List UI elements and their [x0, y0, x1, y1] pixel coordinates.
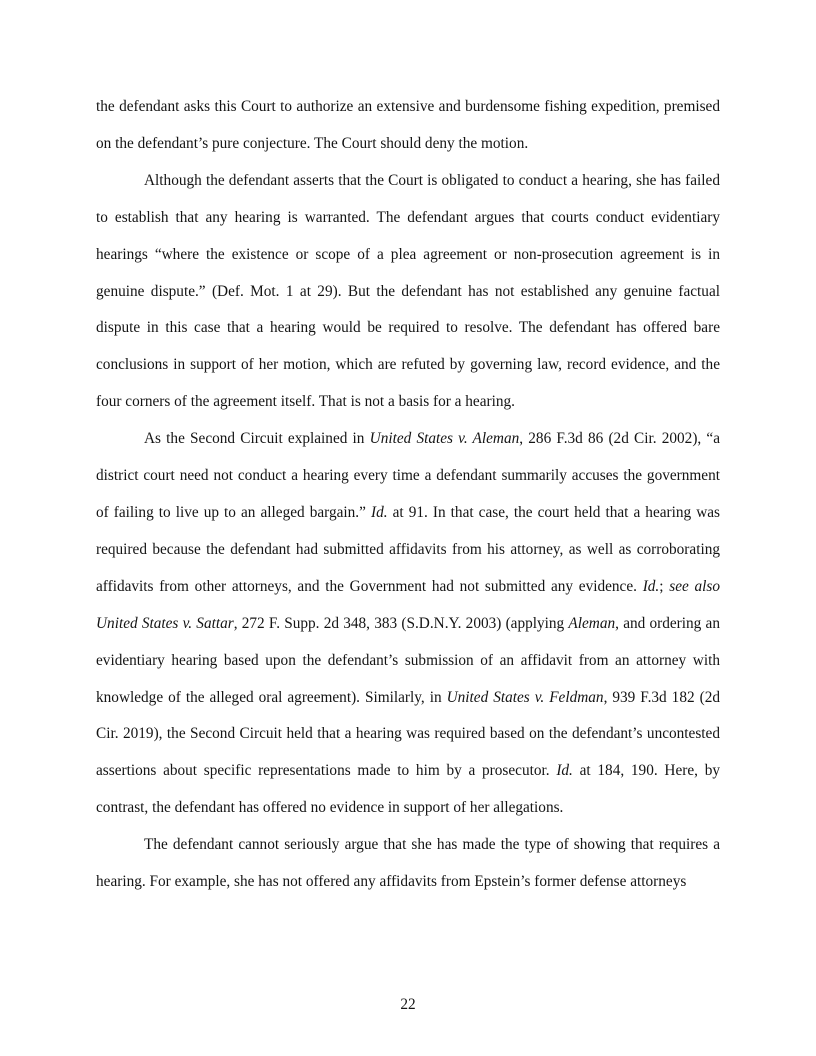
italic-citation: see also United States v. Sattar: [96, 577, 721, 632]
text-run: at 91. In that case, the court held that a hearing was required because the defendant had submitted affidavits from his attorney, as well as corroborating affidavits from other attorneys, and the Government had not submitted any evidence.: [96, 503, 721, 595]
italic-citation: Id.: [642, 577, 660, 595]
text-run: The defendant cannot seriously argue that she has made the type of showing that requires a hearing. For example, she has not offered any affidavits from Epstein’s former defense attorneys: [96, 836, 720, 891]
italic-citation: Id.: [370, 503, 388, 521]
text-run: , and ordering an evidentiary hearing based upon the defendant’s submission of an affidavit from an attorney with knowledge of the alleged oral agreement). Similarly, in: [96, 614, 720, 706]
paragraph: [96, 421, 720, 827]
paragraph: [96, 89, 720, 163]
text-run: , 272 F. Supp. 2d 348, 383 (S.D.N.Y. 2003) (applying: [233, 614, 569, 632]
italic-citation: United States v. Aleman: [369, 430, 520, 448]
paragraph: [96, 827, 720, 901]
text-run: ;: [659, 577, 670, 595]
text-run: the defendant asks this Court to authorize an extensive and burdensome fishing expedition, premised on the defendant’s pure conjecture. The Court should deny the motion.: [96, 98, 720, 152]
paragraph: [96, 163, 720, 421]
text-run: at 184, 190. Here, by contrast, the defendant has offered no evidence in support of her allegations.: [96, 762, 720, 817]
page-number: 22: [400, 996, 416, 1013]
italic-citation: Id.: [556, 762, 573, 780]
italic-citation: United States v. Feldman: [446, 688, 604, 706]
italic-citation: Aleman: [568, 614, 616, 632]
text-run: , 939 F.3d 182 (2d Cir. 2019), the Second Circuit held that a hearing was required based on the defendant’s uncontested assertions about specific representations made to him by a prosecutor.: [96, 688, 721, 780]
text-run: As the Second Circuit explained in: [144, 430, 370, 448]
text-run: Although the defendant asserts that the Court is obligated to conduct a hearing, she has failed to establish that any hearing is warranted. The defendant argues that courts conduct evidentiary hearings “where the existence or scope of a plea agreement or non-prosecution agreement is in genuine dispute.” (Def. Mot. 1 at 29). But the defendant has not established any genuine factual dispute in this case that a hearing would be required to resolve. The defendant has offered bare conclusions in support of her motion, which are refuted by governing law, record evidence, and the four corners of the agreement itself. That is not a basis for a hearing.: [96, 171, 720, 411]
text-run: , 286 F.3d 86 (2d Cir. 2002), “a district court need not conduct a hearing every time a defendant summarily accuses the government of failing to live up to an alleged bargain.”: [96, 430, 721, 521]
body-text: [96, 89, 720, 901]
